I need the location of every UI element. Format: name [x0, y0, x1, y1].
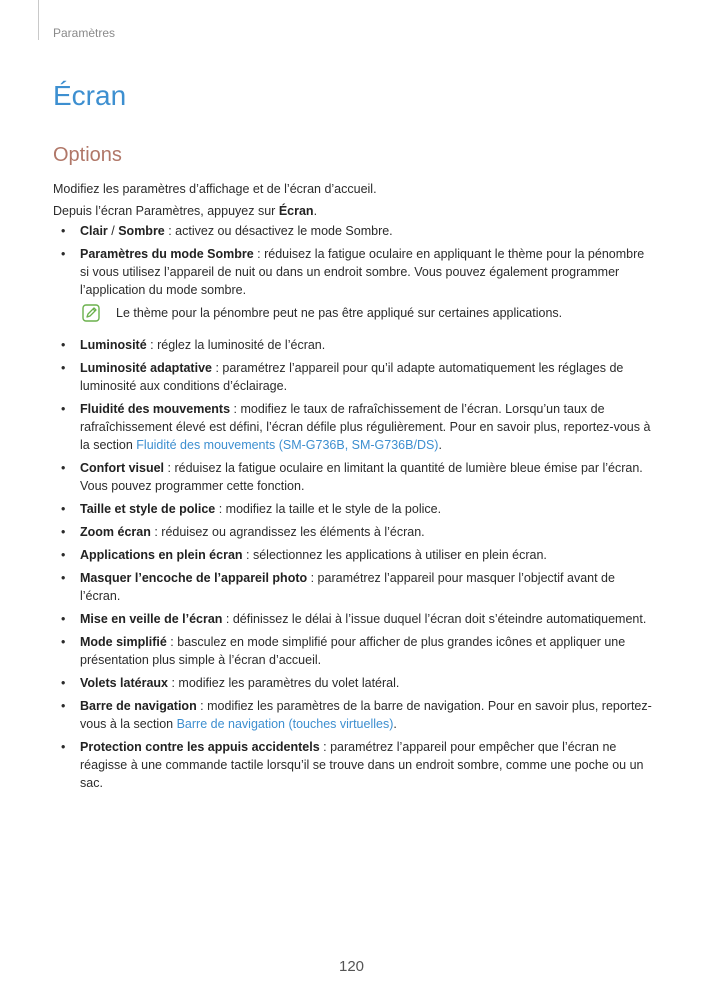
- intro-line-2-text: Depuis l’écran Paramètres, appuyez sur: [53, 204, 279, 218]
- list-item-navigation-bar: [53, 697, 653, 733]
- item-description: : paramétrez l’appareil pour empêcher que l’écran ne réagisse à une commande tactile lorsqu’il se trouve dans un endroit sombre, comme une poche ou un sac.: [80, 740, 644, 790]
- list-item-screen-timeout: [53, 610, 653, 628]
- note-pencil-icon: [82, 304, 100, 322]
- item-end: .: [438, 438, 442, 452]
- item-description: : sélectionnez les applications à utiliser en plein écran.: [242, 548, 547, 562]
- running-header: Paramètres: [53, 26, 116, 40]
- motion-smoothness-link[interactable]: Fluidité des mouvements (SM-G736B, SM-G736B/DS): [136, 438, 439, 452]
- list-item-camera-cutout: [53, 569, 653, 605]
- intro-line-1: Modifiez les paramètres d’affichage et de l’écran d’accueil.: [53, 182, 377, 196]
- item-term: Clair: [80, 224, 108, 238]
- item-term: Volets latéraux: [80, 676, 169, 690]
- note-text: Le thème pour la pénombre peut ne pas être appliqué sur certaines applications.: [116, 306, 563, 320]
- bullet: •: [61, 571, 66, 585]
- item-description: : modifiez le taux de rafraîchissement de l’écran. Lorsqu’un taux de rafraîchissement élevé est défini, l’écran défile plus régulièrement. Pour en savoir plus, reportez-vous à la section: [80, 402, 651, 452]
- item-term: Applications en plein écran: [80, 548, 243, 562]
- bullet: •: [61, 338, 66, 352]
- item-description: : réduisez la fatigue oculaire en limitant la quantité de lumière bleue émise par l’écran. Vous pouvez programmer cette fonction.: [80, 461, 643, 493]
- item-description: : basculez en mode simplifié pour afficher de plus grandes icônes et appliquer une présentation plus simple à l’écran d’accueil.: [80, 635, 626, 667]
- item-description: : modifiez la taille et le style de la police.: [215, 502, 442, 516]
- item-term: Masquer l’encoche de l’appareil photo: [80, 571, 308, 585]
- item-description: : définissez le délai à l’issue duquel l’écran doit s’éteindre automatiquement.: [222, 612, 647, 626]
- item-term: Luminosité adaptative: [80, 361, 212, 375]
- item-term: Luminosité: [80, 338, 147, 352]
- intro-paragraph: [53, 178, 653, 222]
- item-term: Protection contre les appuis accidentels: [80, 740, 320, 754]
- bullet: •: [61, 402, 66, 416]
- item-description: : modifiez les paramètres de la barre de navigation. Pour en savoir plus, reportez-vous à la section: [80, 699, 652, 731]
- options-list: [53, 222, 653, 797]
- list-item-eye-comfort: [53, 459, 653, 495]
- navigation-bar-link[interactable]: Barre de navigation (touches virtuelles): [176, 717, 394, 731]
- bullet: •: [61, 676, 66, 690]
- list-item-edge-panels: [53, 674, 653, 692]
- bullet: •: [61, 699, 66, 713]
- item-term: Fluidité des mouvements: [80, 402, 231, 416]
- item-description: : réglez la luminosité de l’écran.: [146, 338, 326, 352]
- item-term: Mode simplifié: [80, 635, 167, 649]
- page-title: Écran: [53, 80, 127, 111]
- item-description: : modifiez les paramètres du volet latéral.: [168, 676, 400, 690]
- item-description: : activez ou désactivez le mode Sombre.: [164, 224, 393, 238]
- list-item-font-size-style: [53, 500, 653, 518]
- note-box: [80, 304, 653, 326]
- item-description: : paramétrez l’appareil pour masquer l’objectif avant de l’écran.: [80, 571, 615, 603]
- bullet: •: [61, 502, 66, 516]
- bullet: •: [61, 361, 66, 375]
- bullet: •: [61, 548, 66, 562]
- item-description: : réduisez la fatigue oculaire en appliquant le thème pour la pénombre si vous utilisez l’appareil de nuit ou dans un endroit sombre. Vous pouvez également programmer l’application du mode sombre.: [80, 247, 645, 297]
- list-item-easy-mode: [53, 633, 653, 669]
- item-term: Sombre: [118, 224, 165, 238]
- page-number: 120: [338, 958, 365, 975]
- list-item-accidental-touch: [53, 738, 653, 792]
- list-item-brightness: [53, 336, 653, 354]
- list-item-dark-mode-settings: [53, 245, 653, 299]
- bullet: •: [61, 612, 66, 626]
- item-separator: /: [107, 224, 119, 238]
- list-item-motion-smoothness: [53, 400, 653, 454]
- item-term: Confort visuel: [80, 461, 165, 475]
- bullet: •: [61, 740, 66, 754]
- page-margin-marker: [38, 0, 39, 40]
- item-term: Taille et style de police: [80, 502, 216, 516]
- item-description: : paramétrez l’appareil pour qu’il adapte automatiquement les réglages de luminosité aux conditions d’éclairage.: [80, 361, 624, 393]
- item-term: Paramètres du mode Sombre: [80, 247, 254, 261]
- item-term: Mise en veille de l’écran: [80, 612, 223, 626]
- bullet: •: [61, 635, 66, 649]
- list-item-full-screen-apps: [53, 546, 653, 564]
- section-title: Options: [53, 144, 122, 166]
- item-term: Zoom écran: [80, 525, 151, 539]
- list-item-screen-zoom: [53, 523, 653, 541]
- list-item-adaptive-brightness: [53, 359, 653, 395]
- intro-line-2: [53, 200, 653, 222]
- intro-menu-name: Écran: [278, 204, 314, 218]
- bullet: •: [61, 247, 66, 261]
- item-end: .: [393, 717, 397, 731]
- list-item-clair-sombre: [53, 222, 653, 240]
- item-term: Barre de navigation: [80, 699, 197, 713]
- bullet: •: [61, 461, 66, 475]
- item-description: : réduisez ou agrandissez les éléments à l’écran.: [150, 525, 425, 539]
- intro-line-2-end: .: [313, 204, 318, 218]
- bullet: •: [61, 224, 66, 238]
- bullet: •: [61, 525, 66, 539]
